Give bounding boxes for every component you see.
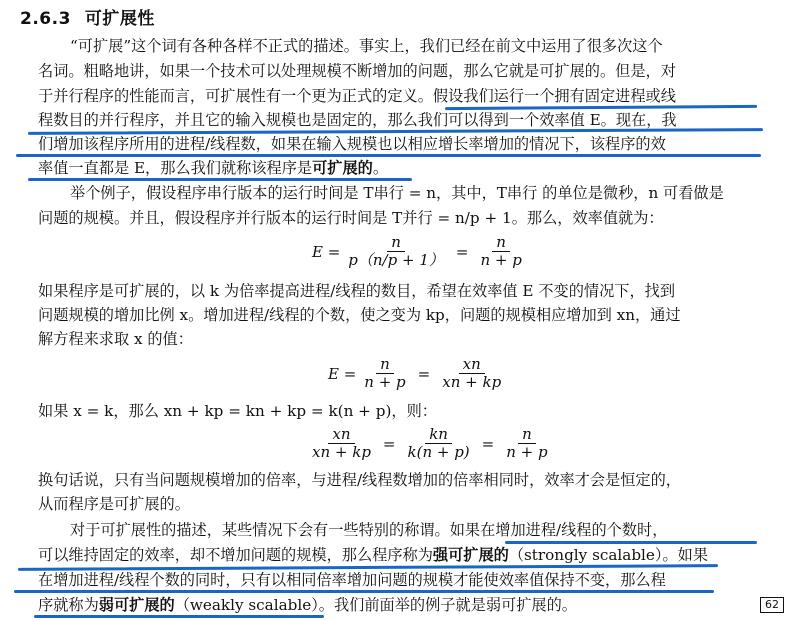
paragraph-line: 从而程序是可扩展的。: [38, 495, 190, 513]
text-run: 率值一直都是 E，那么我们就称该程序是: [38, 159, 313, 177]
highlight-underline: [16, 154, 761, 157]
numerator: n: [387, 234, 405, 252]
section-number: 2.6.3: [20, 9, 71, 29]
paragraph-line: 们增加该程序所用的进程/线程数，如果在输入规模也以相应增长率增加的情况下，该程序的效: [38, 135, 666, 153]
paragraph-line: 在增加进程/线程个数的同时，只有以相同倍率增加问题的规模才能使效率值保持不变，那么程: [38, 571, 666, 589]
term-strongly-scalable: 强可扩展的: [432, 546, 509, 564]
denominator: n + p: [506, 443, 548, 461]
highlight-underline: [34, 615, 324, 618]
term-scalable: 可扩展的: [312, 159, 373, 177]
equals-sign: =: [481, 434, 495, 453]
section-heading: [20, 4, 155, 29]
denominator: p（n/p + 1）: [348, 251, 444, 269]
paragraph-line: 程数目的并行程序，并且它的输入规模也是固定的，那么我们可以得到一个效率值 E。现在，我: [38, 111, 677, 129]
numerator: n: [376, 356, 394, 374]
numerator: n: [518, 426, 536, 444]
paragraph-line: 解方程来求取 x 的值：: [38, 330, 193, 348]
fraction: [344, 234, 448, 269]
paragraph-line: 名词。粗略地讲，如果一个技术可以处理规模不断增加的问题，那么它就是可扩展的。但是，对: [38, 62, 676, 80]
numerator: xn: [328, 426, 354, 444]
fraction: [438, 356, 505, 391]
text-run: 可以维持固定的效率，却不增加问题的规模，那么程序称为: [38, 546, 433, 564]
text-run: 序就称为: [38, 596, 99, 614]
text-run: （strongly scalable）。如果: [508, 546, 709, 564]
fraction: [502, 426, 551, 461]
denominator: xn + kp: [312, 443, 371, 461]
fraction: [360, 356, 409, 391]
paragraph-line: 于并行程序的性能而言，可扩展性有一个更为正式的定义。假设我们运行一个拥有固定进程或线: [38, 87, 676, 105]
fraction: [476, 234, 525, 269]
paragraph-line: 如果程序是可扩展的，以 k 为倍率提高进程/线程的数目，希望在效率值 E 不变的情况下，找到: [38, 282, 676, 300]
term-weakly-scalable: 弱可扩展的: [98, 596, 175, 614]
numerator: kn: [425, 426, 452, 444]
denominator: k(n + p): [407, 443, 470, 461]
numerator: n: [492, 234, 510, 252]
fraction: [404, 426, 474, 461]
highlight-underline: [28, 178, 412, 181]
equals-sign: =: [417, 364, 431, 383]
equals-sign: =: [455, 242, 469, 261]
denominator: n + p: [480, 251, 522, 269]
paragraph-line: 如果 x = k，那么 xn + kp = kn + kp = k(n + p)，则：: [38, 402, 437, 420]
equals-sign: =: [382, 434, 396, 453]
paragraph-line: “可扩展”这个词有各种各样不正式的描述。事实上，我们已经在前文中运用了很多次这个: [70, 37, 663, 55]
highlight-underline: [14, 590, 714, 593]
highlight-underline: [505, 541, 757, 544]
text-run: 。: [372, 159, 389, 177]
page-number: 62: [760, 597, 784, 613]
eq-lhs: E =: [328, 364, 357, 383]
denominator: xn + kp: [442, 373, 502, 391]
numerator: xn: [459, 356, 485, 374]
fraction: [308, 426, 375, 461]
text-run: （weakly scalable）。我们前面举的例子就是弱可扩展的。: [174, 596, 577, 614]
eq-lhs: E =: [312, 242, 341, 261]
paragraph-line: 举个例子，假设程序串行版本的运行时间是 T串行 = n，其中，T串行 的单位是微秒，n 可看做是: [70, 184, 724, 202]
denominator: n + p: [364, 373, 406, 391]
section-title: 可扩展性: [84, 9, 155, 29]
paragraph-line: 对于可扩展性的描述，某些情况下会有一些特别的称谓。如果在增加进程/线程的个数时，: [70, 521, 668, 539]
equation-scaled-efficiency: [328, 356, 509, 391]
equation-substitution: [304, 426, 556, 461]
paragraph-line: 问题规模的增加比例 x。增加进程/线程的个数，使之变为 kp，问题的规模相应增加到 xn，通过: [38, 306, 681, 324]
paragraph-line: 换句话说，只有当问题规模增加的倍率，与进程/线程数增加的倍率相同时，效率才会是恒定的，: [38, 471, 681, 489]
paragraph-line: 问题的规模。并且，假设程序并行版本的运行时间是 T并行 = n/p + 1。那么，效率值就为：: [38, 209, 664, 227]
equation-efficiency: [312, 234, 530, 269]
